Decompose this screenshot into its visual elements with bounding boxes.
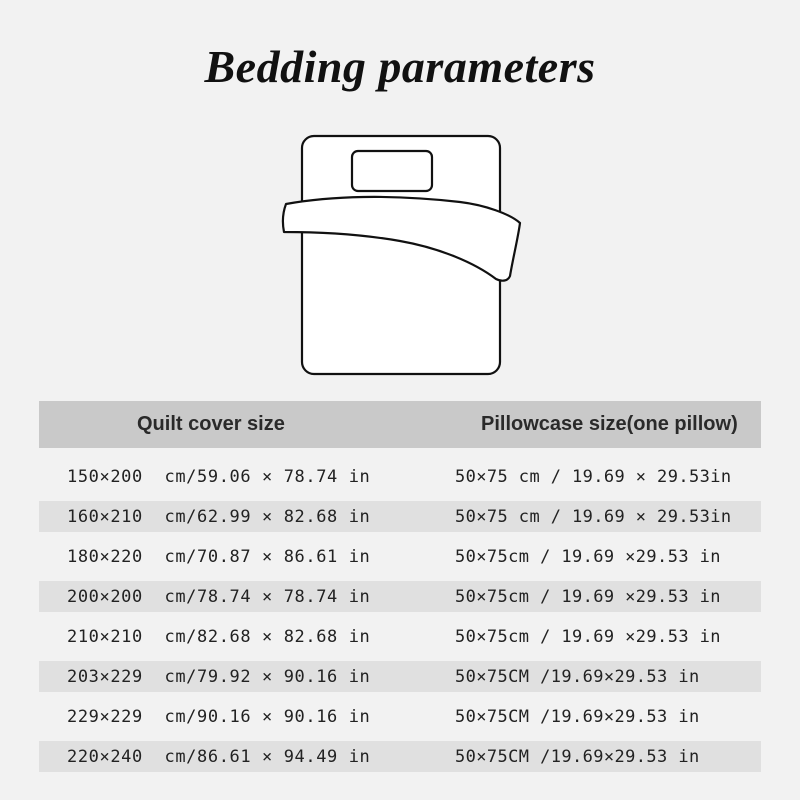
table-row [39, 741, 761, 772]
quilt-size: 150×200 cm/59.06 × 78.74 in [67, 466, 371, 487]
pillow-size: 50×75CM /19.69×29.53 in [455, 706, 700, 727]
bed-illustration [270, 128, 530, 378]
bed-icon [270, 128, 530, 378]
quilt-size: 210×210 cm/82.68 × 82.68 in [67, 626, 371, 647]
table-header [39, 401, 761, 448]
table-row [39, 701, 761, 732]
size-table [39, 401, 761, 781]
table-row [39, 581, 761, 612]
table-row [39, 621, 761, 652]
quilt-size: 229×229 cm/90.16 × 90.16 in [67, 706, 371, 727]
table-row [39, 661, 761, 692]
table-body [39, 461, 761, 772]
pillow-size: 50×75cm / 19.69 ×29.53 in [455, 586, 721, 607]
pillow-size: 50×75CM /19.69×29.53 in [455, 666, 700, 687]
quilt-size: 180×220 cm/70.87 × 86.61 in [67, 546, 371, 567]
table-row [39, 541, 761, 572]
page-title: Bedding parameters [204, 41, 596, 92]
quilt-size: 220×240 cm/86.61 × 94.49 in [67, 746, 371, 767]
table-row [39, 501, 761, 532]
pillow-size: 50×75cm / 19.69 ×29.53 in [455, 546, 721, 567]
table-row [39, 461, 761, 492]
quilt-header: Quilt cover size [137, 413, 285, 435]
pillow-header: Pillowcase size(one pillow) [481, 413, 738, 435]
pillow-size: 50×75 cm / 19.69 × 29.53in [455, 506, 732, 527]
pillow-size: 50×75CM /19.69×29.53 in [455, 746, 700, 767]
quilt-size: 200×200 cm/78.74 × 78.74 in [67, 586, 371, 607]
quilt-size: 160×210 cm/62.99 × 82.68 in [67, 506, 371, 527]
pillow-size: 50×75 cm / 19.69 × 29.53in [455, 466, 732, 487]
quilt-size: 203×229 cm/79.92 × 90.16 in [67, 666, 371, 687]
pillow-icon [352, 151, 432, 191]
pillow-size: 50×75cm / 19.69 ×29.53 in [455, 626, 721, 647]
